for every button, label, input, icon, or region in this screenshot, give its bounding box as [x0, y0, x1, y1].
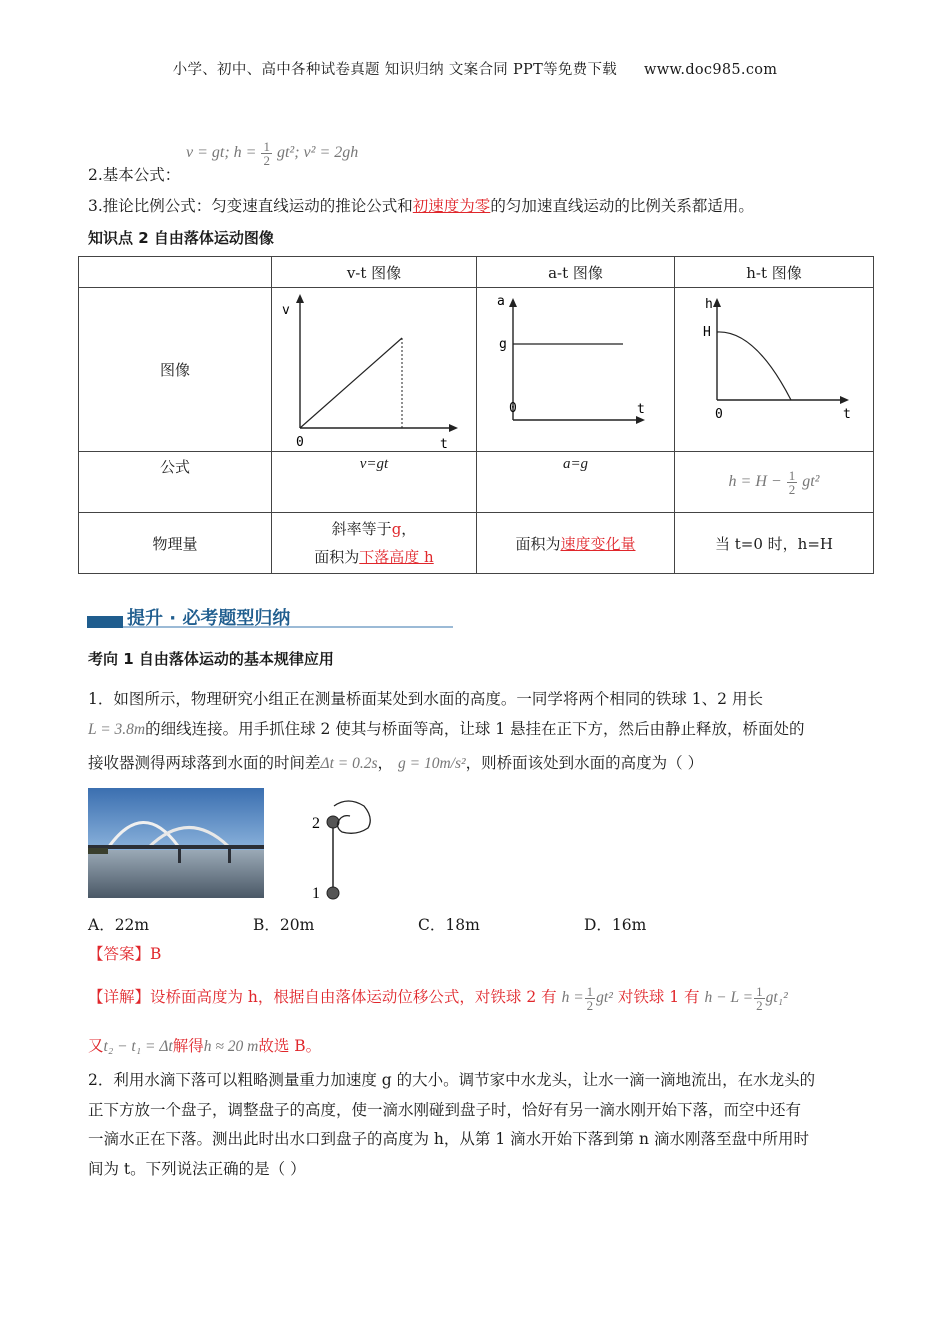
q2-line2: 正下方放一个盘子，调整盘子的高度，使一滴水刚碰到盘子时，恰好有另一滴水刚开始下落，而空中还有 — [88, 1101, 802, 1119]
q2-line1: 2．利用水滴下落可以粗略测量重力加速度 g 的大小。调节家中水龙头，让水一滴一滴地流出，在水龙头的 — [88, 1071, 816, 1089]
q1-answer: 【答案】B — [88, 945, 162, 963]
formula-vt: v=gt — [272, 452, 477, 513]
q1-line1: 1．如图所示，物理研究小组正在测量桥面某处到水面的高度。一同学将两个相同的铁球 1、2 用长 — [88, 690, 763, 708]
q1-line2: L = 3.8m的细线连接。用手抓住球 2 使其与桥面等高，让球 1 悬挂在正下方，然后由静止释放，桥面处的 — [88, 720, 805, 738]
ht-y-label: h — [705, 297, 713, 312]
ht-x-label: t — [843, 407, 851, 422]
at-graph-cell — [477, 288, 675, 452]
q2-line4: 间为 t。下列说法正确的是（ ） — [88, 1160, 306, 1178]
section1-title: 考向 1 自由落体运动的基本规律应用 — [88, 650, 334, 668]
table-header-ht: h-t 图像 — [675, 257, 874, 288]
q1-detail: 【详解】设桥面高度为 h，根据自由落体运动位移公式，对铁球 2 有 h = $\frac{1}{2}$ gt² 对铁球 1 有 h − L = $\frac{1}{2}$ gt₁² — [88, 984, 788, 1013]
graph-table — [78, 256, 874, 574]
row-label-formula: 公式 — [79, 452, 272, 513]
vt-line — [300, 338, 402, 428]
banner-title: 提升 · 必考题型归纳 — [127, 608, 291, 629]
vt-graph — [272, 288, 477, 451]
phys-at: 面积为速度变化量 — [477, 513, 675, 574]
phys-vt: 斜率等于g， 面积为下落高度 h — [272, 513, 477, 574]
basic-formula: v = gt; h = $\frac{1}{2}$ gt²; v² = 2gh — [186, 139, 359, 168]
q1-option-c[interactable]: C．18m — [418, 916, 480, 934]
svg-text:2: 2 — [312, 815, 320, 832]
table-header-empty — [79, 257, 272, 288]
formula-ht: h = H − $\frac{1}{2}$ gt² — [675, 452, 874, 513]
q1-option-b[interactable]: B．20m — [253, 916, 315, 934]
phys-ht: 当 t=0 时，h=H — [675, 513, 874, 574]
inference-line: 3.推论比例公式：匀变速直线运动的推论公式和初速度为零的匀加速直线运动的比例关系都适用。 — [88, 197, 754, 215]
ht-graph — [675, 288, 874, 451]
basic-formula-label: 2.基本公式： — [88, 166, 181, 184]
ball-1 — [327, 887, 339, 899]
q1-detail-2: 又t₂ − t₁ = Δt解得h ≈ 20 m故选 B。 — [88, 1037, 322, 1055]
ht-graph-cell — [675, 288, 874, 452]
table-header-at: a-t 图像 — [477, 257, 675, 288]
svg-text:1: 1 — [312, 885, 320, 902]
ht-H-label: H — [703, 325, 711, 340]
section-banner — [87, 600, 452, 634]
bridge-photo — [88, 788, 264, 898]
ht-curve — [717, 332, 791, 400]
row-label-phys: 物理量 — [79, 513, 272, 574]
at-g-label: g — [499, 337, 507, 352]
row-label-graph: 图像 — [79, 288, 272, 452]
ball-diagram — [306, 798, 382, 906]
q1-option-a[interactable]: A．22m — [88, 916, 150, 934]
at-x-label: t — [637, 402, 645, 417]
header-text: 小学、初中、高中各种试卷真题 知识归纳 文案合同 PPT等免费下载 — [172, 62, 618, 78]
at-origin: 0 — [509, 401, 517, 416]
q1-option-d[interactable]: D．16m — [584, 916, 647, 934]
vt-y-label: v — [282, 303, 290, 318]
vt-origin: 0 — [296, 435, 304, 450]
at-graph — [477, 288, 675, 451]
banner-bar — [87, 616, 123, 628]
ht-origin: 0 — [715, 407, 723, 422]
kp2-title: 知识点 2 自由落体运动图像 — [88, 229, 274, 247]
page-header — [0, 58, 950, 79]
vt-graph-cell — [272, 288, 477, 452]
q1-line3: 接收器测得两球落到水面的时间差Δt = 0.2s， g = 10m/s²，则桥面该处到水面的高度为（ ） — [88, 754, 704, 772]
table-header-vt: v-t 图像 — [272, 257, 477, 288]
at-y-label: a — [497, 294, 505, 309]
vt-x-label: t — [440, 437, 448, 451]
header-site-link[interactable]: www.doc985.com — [644, 62, 778, 78]
formula-at: a=g — [477, 452, 675, 513]
hand-icon — [334, 801, 370, 833]
q2-line3: 一滴水正在下落。测出此时出水口到盘子的高度为 h，从第 1 滴水开始下落到第 n 滴水刚落至盘中所用时 — [88, 1130, 809, 1148]
